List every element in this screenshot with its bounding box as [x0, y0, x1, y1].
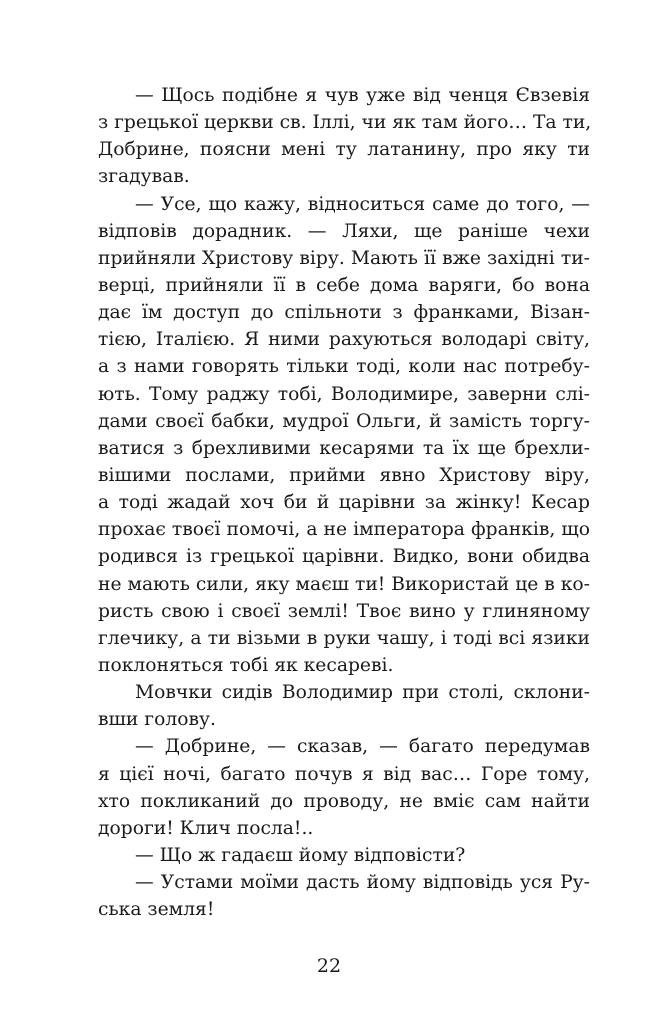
page-number: 22 — [316, 955, 342, 977]
text-line: з грецької церкви св. Іллі, чи як там його… Та ти, — [98, 112, 592, 134]
text-line: поклоняться тобі як кесареві. — [98, 654, 394, 676]
text-line: не мають сили, яку маєш ти! Використай це в ко- — [98, 573, 590, 595]
text-line: дороги! Клич посла!.. — [98, 817, 314, 839]
text-line: Добрине, поясни мені ту латанину, про яку ти — [98, 139, 590, 161]
text-line: вши голову. — [98, 709, 216, 731]
text-line: — Усе, що кажу, відноситься саме до того, — — [135, 193, 590, 215]
body-text — [98, 82, 590, 923]
text-line: вішими послами, прийми явно Христову віру, — [98, 464, 590, 486]
text-line: прийняли Христову віру. Мають її вже західні ти- — [98, 247, 590, 269]
text-line: ська земля! — [98, 899, 215, 921]
text-line: відповів дорадник. — Ляхи, ще раніше чехи — [98, 220, 590, 242]
text-line: хто покликаний до проводу, не вміє сам найти — [98, 790, 590, 812]
text-line: тією, Італією. Я ними рахуються володарі світу, — [98, 329, 590, 351]
text-line: а тоді жадай хоч би й царівни за жінку! Кесар — [98, 492, 590, 514]
text-line: — Щось подібне я чув уже від ченця Євзевія — [135, 85, 590, 106]
text-line: верці, прийняли її в себе дома варяги, бо вона — [98, 274, 590, 296]
text-line: дами своєї бабки, мудрої Ольги, й замість торгу- — [98, 410, 590, 432]
text-line: згадував. — [98, 166, 190, 188]
text-line: дає їм доступ до спільноти з франками, Візан- — [98, 302, 590, 324]
text-line: прохає твоєї помочі, а не імператора франків, що — [98, 519, 590, 541]
text-line: родився із грецької царівни. Видко, вони обидва — [98, 546, 590, 568]
text-line: ристь свою і своєї землі! Твоє вино у глиняному — [98, 600, 590, 622]
text-line: — Що ж гадаєш йому відповісти? — [135, 844, 466, 866]
text-line: ватися з брехливими кесарями та їх ще брехли- — [98, 437, 590, 459]
text-line: — Устами моїми дасть йому відповідь уся Ру- — [135, 872, 590, 894]
text-line: — Добрине, — сказав, — багато передумав — [135, 736, 590, 758]
text-line: я цієї ночі, багато почув я від вас… Горе тому, — [98, 763, 590, 785]
text-line: глечику, а ти візьми в руки чашу, і тоді всі язики — [98, 627, 590, 649]
text-line: ють. Тому раджу тобі, Володимире, заверни слі- — [98, 383, 590, 405]
text-line: Мовчки сидів Володимир при столі, склони- — [135, 682, 590, 704]
text-line: а з нами говорять тільки тоді, коли нас потребу- — [98, 356, 590, 378]
